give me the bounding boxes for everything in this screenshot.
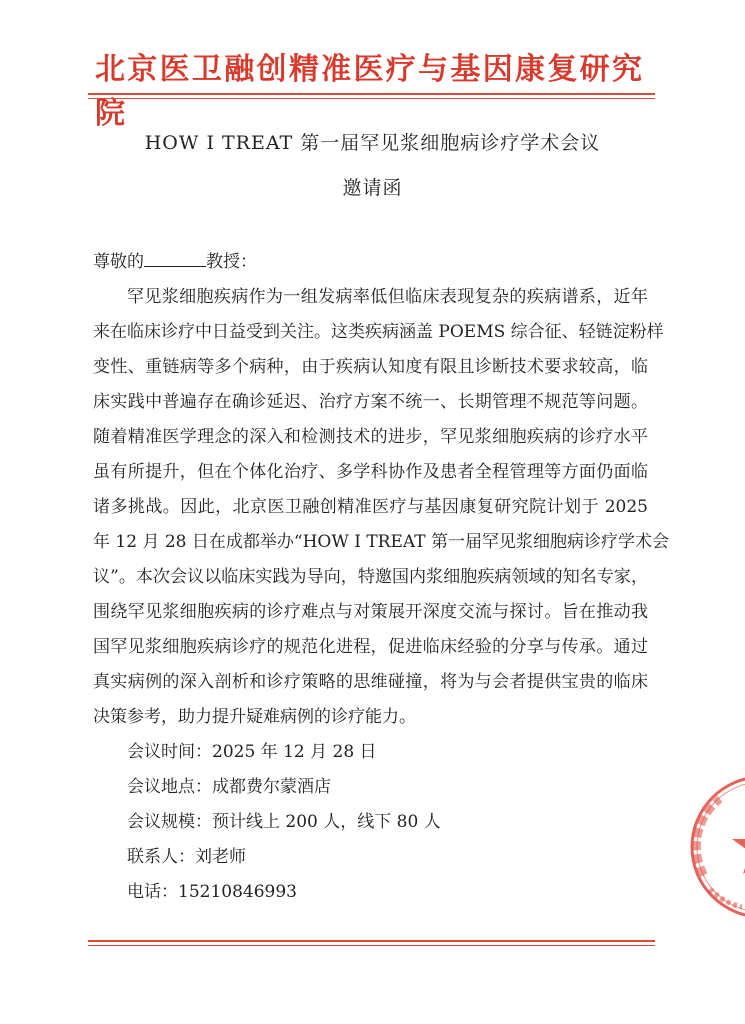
- body-line: 诸多挑战。因此，北京医卫融创精准医疗与基因康复研究院计划于 2025: [93, 497, 648, 517]
- body-line: 变性、重链病等多个病种，由于疾病认知度有限且诊断技术要求较高，临: [93, 357, 648, 377]
- meeting-location: 会议地点：成都费尔蒙酒店: [127, 777, 331, 797]
- body-line: 随着精准医学理念的深入和检测技术的进步，罕见浆细胞疾病的诊疗水平: [93, 427, 648, 447]
- salutation-prefix: 尊敬的: [93, 252, 144, 272]
- body-line: 来在临床诊疗中日益受到关注。这类疾病涵盖 POEMS 综合征、轻链淀粉样: [93, 322, 664, 342]
- header-divider: [88, 93, 655, 99]
- body-line: 虽有所提升，但在个体化治疗、多学科协作及患者全程管理等方面仍面临: [93, 462, 648, 482]
- letter-body: [93, 250, 669, 915]
- meeting-time: 会议时间：2025 年 12 月 28 日: [127, 742, 377, 762]
- body-line: 罕见浆细胞疾病作为一组发病率低但临床表现复杂的疾病谱系，近年: [127, 287, 648, 307]
- document-subtitle: 邀请函: [342, 177, 403, 199]
- body-line: 国罕见浆细胞疾病诊疗的规范化进程，促进临床经验的分享与传承。通过: [93, 637, 648, 657]
- name-blank: [144, 250, 206, 267]
- body-line: 床实践中普遍存在确诊延迟、治疗方案不统一、长期管理不规范等问题。: [93, 392, 648, 412]
- letterhead-organization: 北京医卫融创精准医疗与基因康复研究院: [95, 52, 643, 131]
- meeting-scale: 会议规模：预计线上 200 人，线下 80 人: [127, 812, 441, 832]
- body-line: 围绕罕见浆细胞疾病的诊疗难点与对策展开深度交流与探讨。旨在推动我: [93, 602, 648, 622]
- body-line: 议”。本次会议以临床实践为导向，特邀国内浆细胞疾病领域的知名专家，: [93, 567, 648, 587]
- contact-person: 联系人：刘老师: [127, 847, 246, 867]
- salutation: [93, 250, 648, 285]
- salutation-suffix: 教授：: [206, 252, 257, 272]
- body-line: 年 12 月 28 日在成都举办“HOW I TREAT 第一届罕见浆细胞病诊疗学术会: [93, 532, 669, 552]
- document-title: HOW I TREAT 第一届罕见浆细胞病诊疗学术会议: [144, 132, 601, 154]
- official-seal-icon: [680, 775, 745, 925]
- body-line: 决策参考，助力提升疑难病例的诊疗能力。: [93, 707, 416, 727]
- body-line: 真实病例的深入剖析和诊疗策略的思维碰撞，将为与会者提供宝贵的临床: [93, 672, 648, 692]
- footer-divider: [88, 940, 655, 946]
- contact-phone: 电话：15210846993: [127, 882, 297, 902]
